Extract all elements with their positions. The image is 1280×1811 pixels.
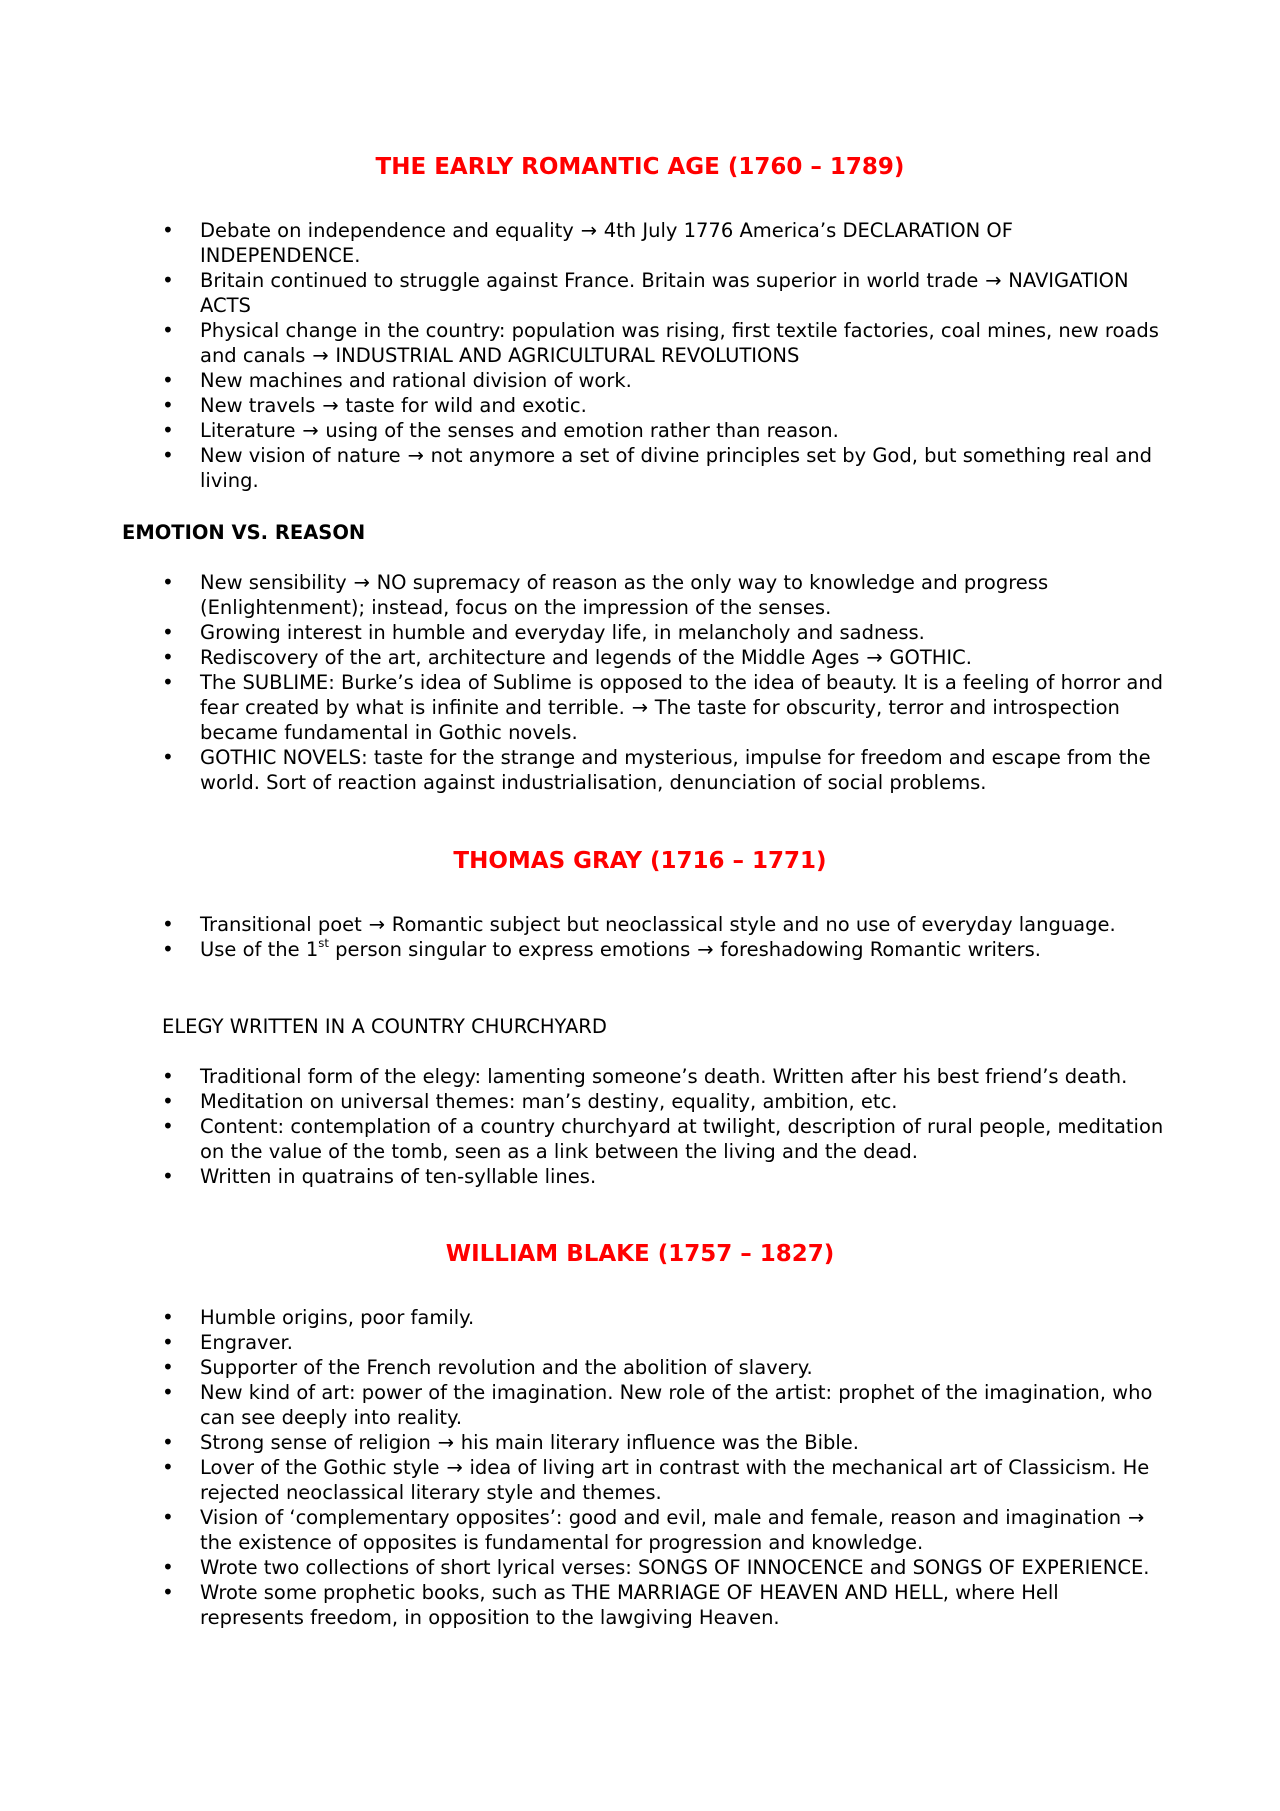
right-arrow-icon: → <box>1127 1506 1145 1529</box>
right-arrow-icon: → <box>580 219 597 242</box>
right-arrow-icon: → <box>631 696 648 719</box>
list-item: • New travels → taste for wild and exotic. <box>200 393 1165 418</box>
list-item: • Vision of ‘complementary opposites’: good and evil, male and female, reason and imagination → the existence of opposites is fundamental for progression and knowledge. <box>200 1505 1165 1555</box>
list-item: • Physical change in the country: population was rising, first textile factories, coal mines, new roads and canals → INDUSTRIAL AND AGRICULTURAL REVOLUTIONS <box>200 318 1165 368</box>
list-item: • Debate on independence and equality → 4th July 1776 America’s DECLARATION OF INDEPENDENCE. <box>200 218 1165 268</box>
list-item: • New sensibility → NO supremacy of reason as the only way to knowledge and progress (Enlightenment); instead, focus on the impression of the senses. <box>200 570 1165 620</box>
section-title-thomas-gray: THOMAS GRAY (1716 – 1771) <box>453 848 827 874</box>
right-arrow-icon: → <box>353 571 370 594</box>
list-item: • Engraver. <box>200 1330 1165 1355</box>
right-arrow-icon: → <box>322 394 339 417</box>
section-title-william-blake: WILLIAM BLAKE (1757 – 1827) <box>445 1241 835 1267</box>
list-item: • Supporter of the French revolution and the abolition of slavery. <box>200 1355 1165 1380</box>
list-item: • New kind of art: power of the imagination. New role of the artist: prophet of the imagination, who can see deeply into reality. <box>200 1380 1165 1430</box>
list-item: • Humble origins, poor family. <box>200 1305 1165 1330</box>
right-arrow-icon: → <box>437 1431 454 1454</box>
list-item: • Use of the 1st person singular to express emotions → foreshadowing Romantic writers. <box>200 937 1165 962</box>
right-arrow-icon: → <box>446 1456 463 1479</box>
list-item: • Content: contemplation of a country churchyard at twilight, description of rural people, meditation on the value of the tomb, seen as a link between the living and the dead. <box>200 1114 1165 1164</box>
right-arrow-icon: → <box>312 344 329 367</box>
list-item: • GOTHIC NOVELS: taste for the strange and mysterious, impulse for freedom and escape from the world. Sort of reaction against industrialisation, denunciation of social problems. <box>200 745 1165 795</box>
list-item: • Growing interest in humble and everyday life, in melancholy and sadness. <box>200 620 1165 645</box>
list-item: • Meditation on universal themes: man’s destiny, equality, ambition, etc. <box>200 1089 1165 1114</box>
list-item: • Britain continued to struggle against France. Britain was superior in world trade → NAVIGATION ACTS <box>200 268 1165 318</box>
william-blake-list <box>200 1305 1165 1630</box>
emotion-vs-reason-list <box>200 570 1165 795</box>
list-item: • New vision of nature → not anymore a set of divine principles set by God, but something real and living. <box>200 443 1165 493</box>
subheading-elegy: ELEGY WRITTEN IN A COUNTRY CHURCHYARD <box>162 1015 607 1038</box>
thomas-gray-list <box>200 912 1165 962</box>
list-item: • Strong sense of religion → his main literary influence was the Bible. <box>200 1430 1165 1455</box>
list-item: • Literature → using of the senses and emotion rather than reason. <box>200 418 1165 443</box>
right-arrow-icon: → <box>368 913 385 936</box>
right-arrow-icon: → <box>407 444 424 467</box>
right-arrow-icon: → <box>866 646 883 669</box>
list-item: • Written in quatrains of ten-syllable lines. <box>200 1164 1165 1189</box>
early-romantic-age-list <box>200 218 1165 493</box>
list-item: • Transitional poet → Romantic subject but neoclassical style and no use of everyday language. <box>200 912 1165 937</box>
list-item: • Traditional form of the elegy: lamenting someone’s death. Written after his best friend’s death. <box>200 1064 1165 1089</box>
list-item: • Wrote some prophetic books, such as THE MARRIAGE OF HEAVEN AND HELL, where Hell represents freedom, in opposition to the lawgiving Heaven. <box>200 1580 1165 1630</box>
right-arrow-icon: → <box>302 419 319 442</box>
subheading-emotion-vs-reason: EMOTION VS. REASON <box>122 521 366 544</box>
list-item: • The SUBLIME: Burke’s idea of Sublime is opposed to the idea of beauty. It is a feeling of horror and fear created by what is infinite and terrible. → The taste for obscurity, terror and introspection became fundamental in Gothic novels. <box>200 670 1165 745</box>
list-item: • Rediscovery of the art, architecture and legends of the Middle Ages → GOTHIC. <box>200 645 1165 670</box>
right-arrow-icon: → <box>697 938 714 961</box>
list-item: • New machines and rational division of work. <box>200 368 1165 393</box>
elegy-list <box>200 1064 1165 1189</box>
right-arrow-icon: → <box>985 269 1002 292</box>
list-item: • Lover of the Gothic style → idea of living art in contrast with the mechanical art of Classicism. He rejected neoclassical literary style and themes. <box>200 1455 1165 1505</box>
section-title-early-romantic-age: THE EARLY ROMANTIC AGE (1760 – 1789) <box>375 154 905 180</box>
list-item: • Wrote two collections of short lyrical verses: SONGS OF INNOCENCE and SONGS OF EXPERIENCE. <box>200 1555 1165 1580</box>
